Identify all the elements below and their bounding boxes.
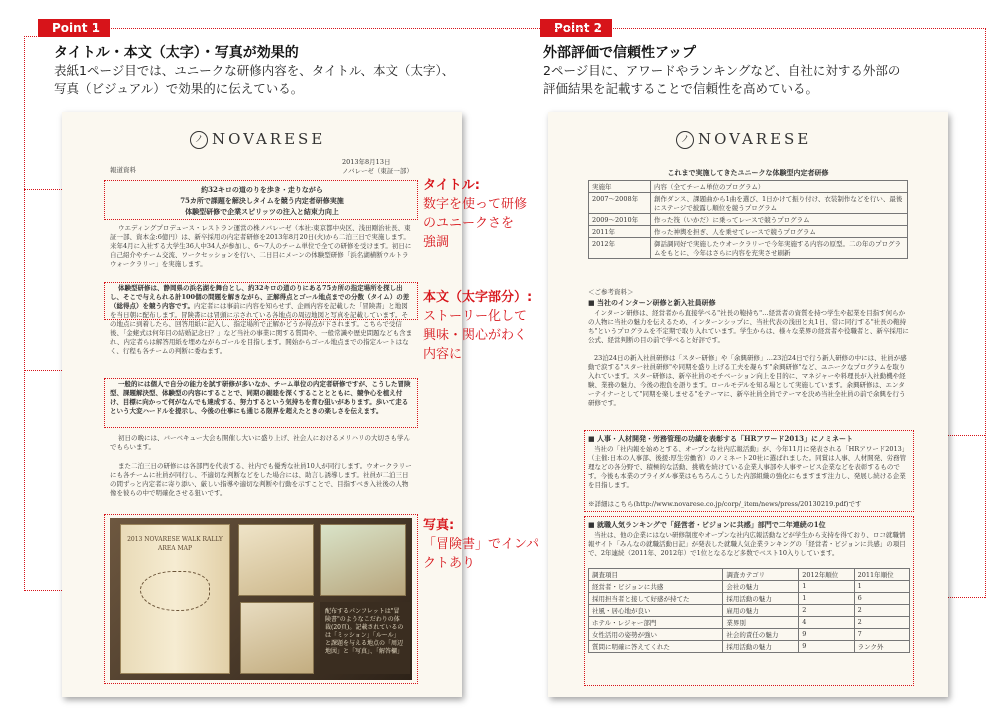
note-line: クトあり [423, 556, 476, 571]
ranking-table [588, 568, 910, 653]
paragraph-bold: 一般的には個人で自分の能力を試す研修が多いなか、チーム単位の内定者研修ですが、こうした冒険型、課題解決型、体験型の内容にすることで、同期の親睦を深くすることとともに、競争心を植え付け、目標に向かって何がなんでも達成する、努力するという気持ちを育む狙いがあります。歩いて走るという大変ハードルを提示し、今後の仕事にも通じる限界を超えたときの楽しさを伝えます。 [110, 380, 411, 415]
paragraph: インターン研修は、経営者から直接学べる"社長の鞄持ち"…経営者の資質を持つ学生や起業を目指す何らかの人物に当社の魅力を伝えるため、インターンシップに、当社代表の浅田と丸1日、常に同行する"社長の鞄持ち"というプログラムを不定期で取り入れています。学生からは、様々な業界の経営者や役職者と、新卒採用に公式、経営判断の目の前で学べると好評です。 [588, 309, 909, 344]
table-cell: ランク外 [854, 641, 909, 653]
table-cell: 9 [799, 629, 854, 641]
press-title-line: 75カ所で課題を解決しタイムを競う内定者研修実施 [180, 196, 344, 205]
table-cell: ホテル・レジャー部門 [589, 617, 723, 629]
photo-caption: 配布するパンフレットは"冒険書"のようなこだわりの体裁(20頁)。記載されているのは「ミッション」「ルール」と課題を与える地点の「周辺地図」と「写真」、「解答欄」 [325, 608, 404, 655]
point1-desc-2: 写真（ビジュアル）で効果的に伝えている。 [54, 81, 304, 96]
table-cell: 作った神輿を担ぎ、人を乗せてレースで競うプログラム [651, 226, 908, 238]
paragraph: 23泊24日の新入社員研修は「スター研修」や「余興研修」…23泊24日で行う新人研修の中には、社員が感動で涙する"スター社員研修"や同期を盛り上げる工夫を凝らす"余興研修"など、ユニークなプログラムを取り入れています。スター研修は、新卒社員のモチベーション向上を目的に、マネジャーや料理長が入社動機や経験、業務の魅力、今後の抱負を語ります。ロールモデルを知る場として実施しています。余興研修は、エンターテイナーとして"同期を楽しませる"をテーマに、新卒社員全員でテーマを決め当社全社員の前で余興を行う研修です。 [588, 354, 907, 407]
press-label: 報道資料 [110, 166, 136, 174]
note-line: 強調 [423, 235, 450, 250]
table-cell: 7 [854, 629, 909, 641]
paragraph: 当社は、他の企業にはない研修制度やオープンな社内広報活動などが学生から支持を得ており、ロコ就職情報サイト「みんなの就職活動日記」が発表した就職人気企業ランキングの「経営者・ビジョンに共感」の項目で、2年連続（2011年、2012年）で1位となるなど多数でベスト10入りしています。 [588, 531, 906, 557]
table-cell: 6 [854, 593, 909, 605]
detail-link[interactable]: ※詳細はこちら(http://www.novarese.co.jp/corp/_item/news/press/20130219.pdf)です [588, 500, 862, 508]
table-cell: 採用担当者と接して好感が持てた [589, 593, 723, 605]
note-line: 「冒険書」でインパ [423, 537, 540, 552]
brand-logo [676, 130, 811, 149]
table-cell: 2 [854, 617, 909, 629]
body-text: 内定者には事前に内容を知らせず、企画内容を記載した「冒険書」と地図を当日朝に配布します。冒険書には冒頭に示されている各地点の周辺地図と写真を記載しています。その地点に到着したら、回答用紙に記入し、指定場所で正解かどうか得点が下されます。こちらで受信後、「金蛯式は何年目の結婚記念日？」など当社の事業に関する質問や、一般常識や歴史問題なども含まれ、内定者らは解答用紙を埋めながらゴールを目指します。開始からゴール地点までの指定ルートはなく、行程も各チームの判断に委ねます。 [110, 302, 413, 355]
note-heading: 本文（太字部分）: [423, 290, 533, 305]
table-cell: 雇用の魅力 [723, 605, 799, 617]
table-cell: 作った筏（いかだ）に乗ってレースで競うプログラム [651, 214, 908, 226]
highlight-frame-title [104, 180, 418, 220]
document-page-1 [62, 112, 462, 697]
training-table [588, 180, 908, 259]
table-cell: 社会的責任の魅力 [723, 629, 799, 641]
table-cell: 質問に明確に答えてくれた [589, 641, 723, 653]
table-cell: 2011年 [589, 226, 651, 238]
table-header-cell: 2012年順位 [799, 569, 854, 581]
table-row [589, 617, 910, 629]
note-title [423, 176, 527, 252]
guide-line [24, 36, 25, 591]
table-cell: 2007〜2008年 [589, 193, 651, 214]
guide-line [86, 28, 986, 29]
table-cell: 社風・居心地が良い [589, 605, 723, 617]
highlight-frame-body [104, 282, 418, 320]
table-header-cell: 実施年 [589, 181, 651, 193]
table-cell: 2009〜2010年 [589, 214, 651, 226]
point1-title: タイトル・本文（太字）・写真が効果的 [54, 45, 299, 61]
note-line: のユニークさを [423, 216, 515, 231]
table-cell: 採用活動の魅力 [723, 641, 799, 653]
caption-box [320, 602, 410, 674]
table-cell: 採用活動の魅力 [723, 593, 799, 605]
note-line: 興味・関心がわく [423, 328, 528, 343]
note-photo [423, 516, 539, 573]
table-row [589, 641, 910, 653]
table-row [589, 581, 910, 593]
paragraph: 当社の「社内報を始めとする、オープンな社内広報活動」が、今年11月に発表される「HRアワード2013」（主催:日本の人事部、後援:厚生労働省）のノミネート20社に選ばれました。同賞は人事、人材開発、労務管理などの各分野で、積極的な活動、挑戦を続けている企業人事部や人事サービス企業などを表彰するものです。今後も本業のブライダル事業はもちろんこうした内部組織の強化にもますます注力し、発展し続ける企業を目指します。 [588, 445, 909, 489]
brand-name: NOVARESE [212, 130, 326, 148]
table-cell: 4 [799, 617, 854, 629]
table-cell: 1 [854, 581, 909, 593]
point2-desc-2: 評価結果を記載することで信頼性を高めている。 [543, 81, 819, 96]
note-line: ストーリー化して [423, 309, 528, 324]
table-cell: 1 [799, 593, 854, 605]
paragraph: また二泊三日の研修には各部門を代表する、社内でも優秀な社員10人が同行します。ウオークラリーにも各チームに社員が同行し、不適切な判断などをした場合には、助言し誘導します。社員が二泊三日の間ずっと内定者に寄り添い、厳しい指導や適切な判断や行動を示すことで、目指すべき入社後の人物像を彼らの中で明確化させる狙いです。 [110, 462, 412, 497]
table-row [589, 238, 908, 259]
map-title: 2013 NOVARESE WALK RALLY AREA MAP [127, 536, 223, 552]
brand-logo [190, 130, 325, 149]
table-cell: 女性活用の姿勢が強い [589, 629, 723, 641]
table-header-cell: 調査カテゴリ [723, 569, 799, 581]
table-cell: 1 [799, 581, 854, 593]
guide-line [985, 28, 986, 598]
brand-name: NOVARESE [698, 130, 812, 148]
reference-label: ＜ご参考資料＞ [588, 288, 634, 296]
table-row [589, 226, 908, 238]
paragraph: ウエディングプロデュース・レストラン運営の株ノバレーゼ（本社:東京都中央区、浅田剛治社長、東証一部、資本金:6億円）は、新卒採用の内定者研修を2013年8月20日(火)から二泊三日で実施します。来年4月に入社する大学生36人中34人が参加し、6〜7人のチーム単位で全ての研修を受けます。初日に自己紹介やチーム交流、ワークセッションを行い、二日目にメーンの体験型研修「浜名湖横断ウルトラウォークラリー」を実施します。 [110, 224, 412, 268]
brand-mark-icon: ノ [676, 131, 694, 149]
table-header-cell: 内容（全てチーム単位のプログラム） [651, 181, 908, 193]
point2-desc-1: 2ページ目に、アワードやランキングなど、自社に対する外部の [543, 63, 901, 78]
press-company: ノバレーゼ（東証一部） [342, 167, 413, 175]
table-title: これまで実施してきたユニークな体験型内定者研修 [667, 168, 829, 177]
document-page-2 [548, 112, 948, 697]
table-header-row [589, 181, 908, 193]
table-cell: 業界別 [723, 617, 799, 629]
note-body [423, 288, 532, 364]
table-cell: 経営者・ビジョンに共感 [589, 581, 723, 593]
map-page-image [320, 524, 406, 596]
table-cell: 2 [799, 605, 854, 617]
map-page-image [238, 524, 314, 596]
note-line: 内容に [423, 347, 463, 362]
scroll-map-image [120, 524, 230, 674]
section-heading: ■ 就職人気ランキングで「経営者・ビジョンに共感」部門で二年連続の1位 [588, 520, 826, 529]
press-date: 2013年8月13日 [342, 158, 391, 166]
table-cell: 9 [799, 641, 854, 653]
note-heading: タイトル: [423, 178, 480, 193]
section-heading: ■ 当社のインターン研修と新入社員研修 [588, 298, 716, 307]
paragraph: 初日の晩には、バーベキュー大会も開催し大いに盛り上げ、社会人におけるメリハリの大切さも学んでもらいます。 [110, 434, 411, 451]
table-row [589, 629, 910, 641]
brand-mark-icon: ノ [190, 131, 208, 149]
bold-text: 体験型研修は、静岡県の浜名湖を舞台とし、約32キロの道のりにある75カ所の指定場所を探し出し、そこで与えられる計100個の問題を解きながら、正解得点とゴール地点までの分数（タイム）の差（総得点）を競う内容です。 [110, 284, 410, 310]
point2-title: 外部評価で信頼性アップ [543, 45, 697, 61]
table-row [589, 593, 910, 605]
point2-badge: Point 2 [540, 19, 612, 37]
point1-desc-1: 表紙1ページ目では、ユニークな研修内容を、タイトル、本文（太字）、 [54, 63, 455, 78]
guide-line [24, 36, 39, 37]
table-cell: 創作ダンス、課題曲から1曲を選び、1日かけて振り付け、衣装制作などを行い、最後にステージで披露し順位を競うプログラム [651, 193, 908, 214]
section-heading: ■ 人事・人材開発・労務管理の功績を表彰する「HRアワード2013」にノミネート [588, 434, 853, 443]
booklet-page-image [240, 602, 314, 674]
note-line: 数字を使って研修 [423, 197, 528, 212]
table-row [589, 193, 908, 214]
table-cell: 2012年 [589, 238, 651, 259]
press-title-line: 約32キロの道のりを歩き・走りながら [201, 185, 323, 194]
island-illustration [140, 571, 210, 611]
point1-badge: Point 1 [38, 19, 110, 37]
table-cell: 会社の魅力 [723, 581, 799, 593]
table-cell: 2 [854, 605, 909, 617]
highlight-frame-body-2 [104, 378, 418, 428]
table-row [589, 214, 908, 226]
table-header-cell: 2011年順位 [854, 569, 909, 581]
press-title-line: 体験型研修で企業スピリッツの注入と結束力向上 [185, 207, 339, 216]
note-heading: 写真: [423, 518, 455, 533]
table-header-cell: 調査項目 [589, 569, 723, 581]
table-header-row [589, 569, 910, 581]
table-row [589, 605, 910, 617]
table-cell: 御話調同好で実施したウオークラリーで今年実施する内容の原型。二の年のプログラムをもとに、今年はさらに内容を充実させ刷新 [651, 238, 908, 259]
